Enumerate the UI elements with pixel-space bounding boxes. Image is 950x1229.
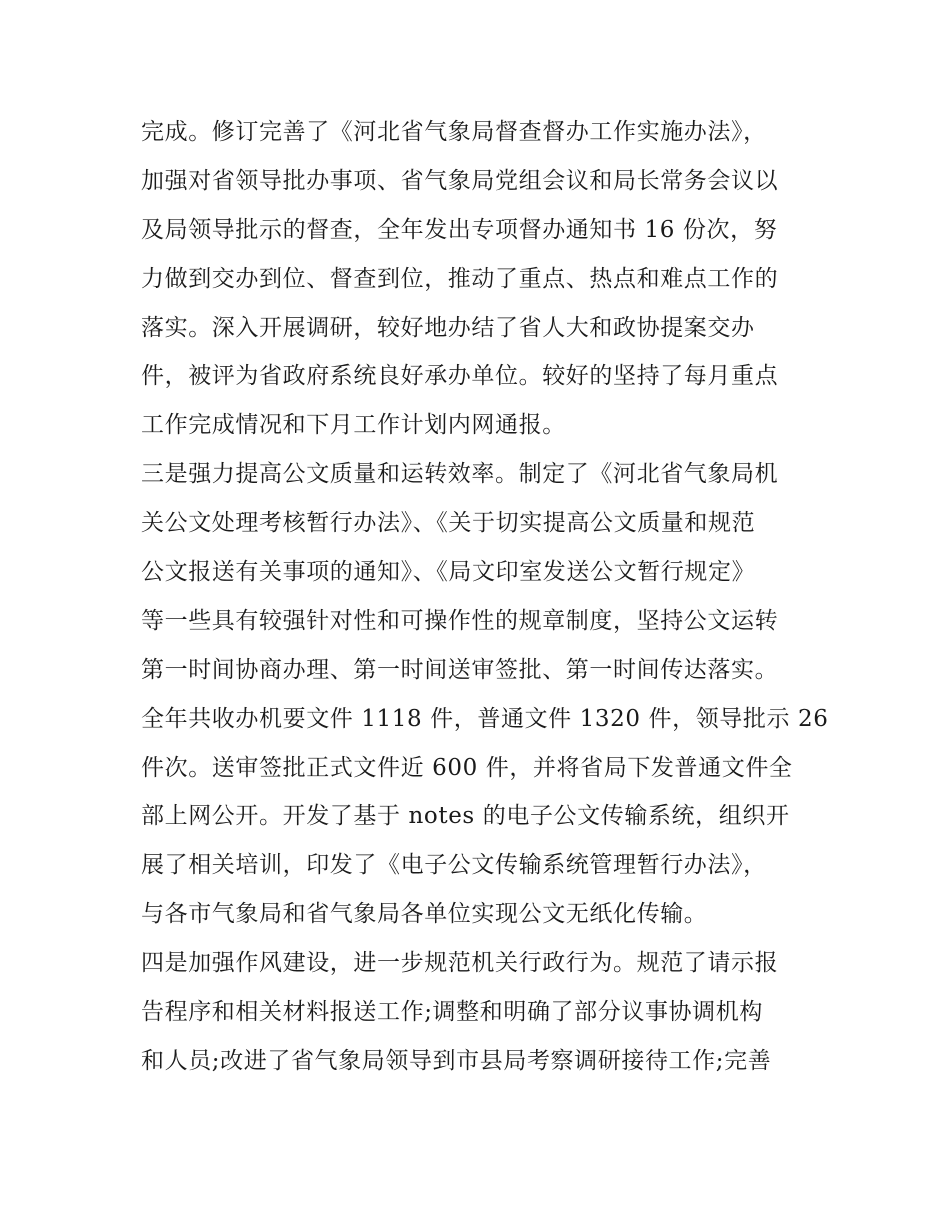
document-body <box>141 108 829 1086</box>
text-line: 三是强力提高公文质量和运转效率。制定了《河北省气象局机 <box>141 461 779 488</box>
text-line: 工作完成情况和下月工作计划内网通报。 <box>141 412 566 439</box>
text-line: 等一些具有较强针对性和可操作性的规章制度，坚持公文运转 <box>141 607 779 634</box>
text-line: 及局领导批示的督查，全年发出专项督办通知书 16 份次，努 <box>141 216 778 243</box>
text-line: 件次。送审签批正式文件近 600 件，并将省局下发普通文件全 <box>141 754 793 781</box>
text-line: 力做到交办到位、督查到位，推动了重点、热点和难点工作的 <box>141 265 779 292</box>
text-line: 与各市气象局和省气象局各单位实现公文无纸化传输。 <box>141 901 708 928</box>
text-line: 件，被评为省政府系统良好承办单位。较好的坚持了每月重点 <box>141 363 779 390</box>
text-line: 落实。深入开展调研，较好地办结了省人大和政协提案交办 <box>141 314 755 341</box>
text-line: 加强对省领导批办事项、省气象局党组会议和局长常务会议以 <box>141 167 779 194</box>
text-line: 公文报送有关事项的通知》、《局文印室发送公文暂行规定》 <box>141 559 756 586</box>
text-line: 部上网公开。开发了基于 notes 的电子公文传输系统，组织开 <box>141 803 790 830</box>
text-line: 展了相关培训，印发了《电子公文传输系统管理暂行办法》， <box>141 852 767 879</box>
text-line: 告程序和相关材料报送工作;调整和明确了部分议事协调机构 <box>141 999 763 1026</box>
text-line: 四是加强作风建设，进一步规范机关行政行为。规范了请示报 <box>141 950 779 977</box>
text-line: 和人员;改进了省气象局领导到市县局考察调研接待工作;完善 <box>141 1047 772 1074</box>
text-line: 完成。修订完善了《河北省气象局督查督办工作实施办法》， <box>141 119 767 145</box>
text-line: 全年共收办机要文件 1118 件，普通文件 1320 件，领导批示 26 <box>141 705 829 732</box>
text-line: 关公文处理考核暂行办法》、《关于切实提高公文质量和规范 <box>141 510 756 537</box>
text-line: 第一时间协商办理、第一时间送审签批、第一时间传达落实。 <box>141 656 779 683</box>
